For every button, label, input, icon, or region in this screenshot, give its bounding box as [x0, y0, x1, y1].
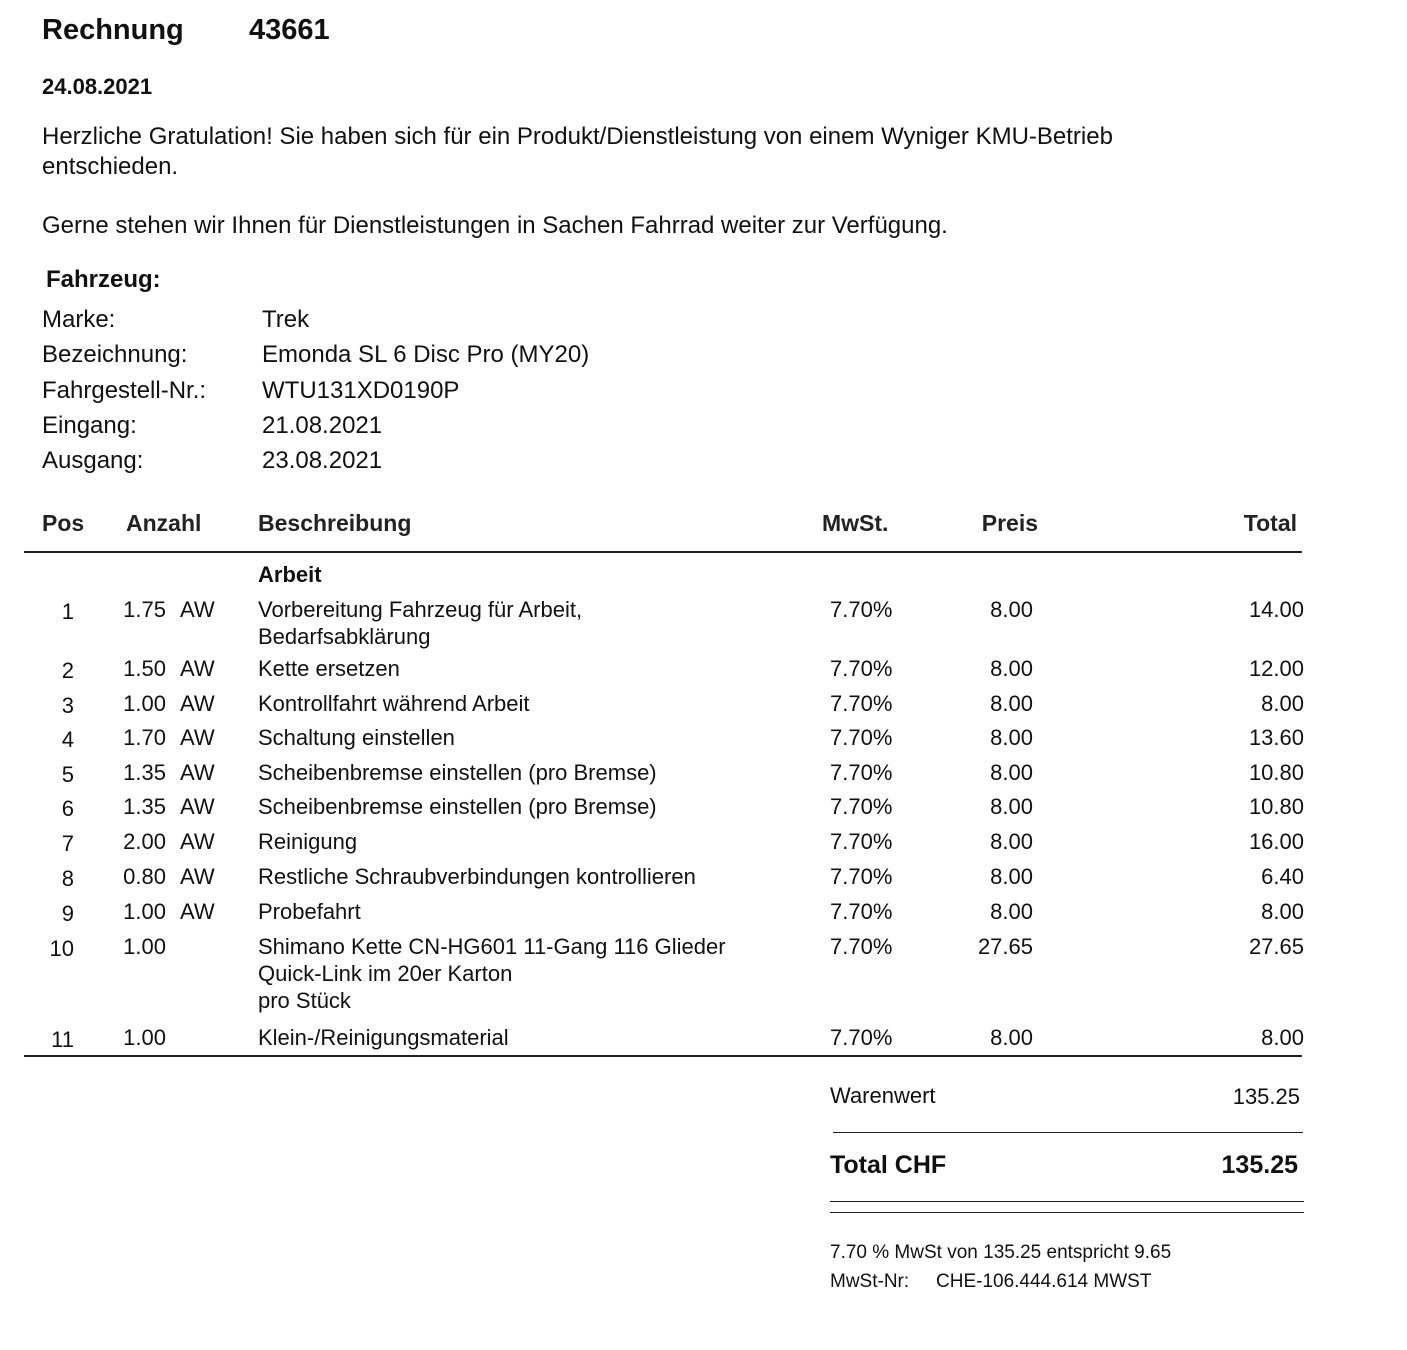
row-unit: AW	[180, 794, 215, 819]
row-unit: AW	[180, 656, 215, 681]
vehicle-label-model: Bezeichnung:	[42, 341, 188, 368]
row-unit: AW	[180, 829, 215, 854]
row-total: 13.60	[1248, 725, 1304, 750]
row-price: 8.00	[990, 760, 1033, 785]
vehicle-label-brand: Marke:	[42, 306, 116, 333]
row-pos: 3	[61, 693, 74, 718]
row-description: Scheibenbremse einstellen (pro Bremse)	[258, 760, 657, 785]
row-pos: 4	[61, 727, 74, 752]
vehicle-value-frame: WTU131XD0190P	[262, 377, 460, 404]
group-label: Arbeit	[258, 562, 322, 587]
row-price: 8.00	[990, 794, 1033, 819]
row-vat: 7.70%	[830, 864, 893, 889]
row-vat: 7.70%	[830, 656, 893, 681]
invoice-date: 24.08.2021	[42, 74, 153, 99]
intro-line-1: Herzliche Gratulation! Sie haben sich für ein Produkt/Dienstleistung von einem Wyniger KMU-Betrieb	[42, 123, 1113, 150]
row-vat: 7.70%	[830, 934, 893, 959]
row-price: 8.00	[990, 899, 1033, 924]
col-header-desc: Beschreibung	[258, 510, 412, 536]
row-price: 8.00	[990, 656, 1033, 681]
row-pos: 2	[61, 658, 74, 683]
row-qty: 1.35	[123, 760, 166, 785]
row-pos: 5	[61, 762, 74, 787]
row-unit: AW	[180, 597, 215, 622]
row-description: Shimano Kette CN-HG601 11-Gang 116 Glieder	[258, 934, 726, 959]
row-total: 10.80	[1248, 760, 1304, 785]
vehicle-heading: Fahrzeug:	[46, 266, 161, 293]
row-total: 12.00	[1248, 656, 1304, 681]
subtotal-value: 135.25	[1232, 1084, 1300, 1109]
invoice-number: 43661	[249, 14, 330, 46]
vat-note: 7.70 % MwSt von 135.25 entspricht 9.65	[830, 1242, 1172, 1263]
grand-total-value: 135.25	[1221, 1151, 1298, 1179]
row-price: 8.00	[990, 725, 1033, 750]
row-price: 8.00	[990, 864, 1033, 889]
row-pos: 1	[61, 599, 74, 624]
row-pos: 11	[51, 1027, 74, 1052]
row-total: 8.00	[1261, 691, 1304, 716]
row-qty: 1.00	[123, 691, 166, 716]
row-description: Bedarfsabklärung	[258, 624, 431, 649]
header-divider	[24, 551, 1302, 553]
row-unit: AW	[180, 760, 215, 785]
intro-line-2: entschieden.	[42, 153, 179, 180]
row-price: 8.00	[990, 691, 1033, 716]
vehicle-value-brand: Trek	[262, 306, 310, 333]
row-qty: 1.00	[123, 1025, 166, 1050]
vehicle-label-in: Eingang:	[42, 412, 137, 439]
row-total: 16.00	[1248, 829, 1304, 854]
col-header-total: Total	[1243, 510, 1297, 536]
vat-number-label: MwSt-Nr:	[830, 1271, 910, 1292]
col-header-qty: Anzahl	[126, 510, 202, 536]
vehicle-value-out: 23.08.2021	[262, 447, 383, 474]
table-bottom-divider	[24, 1055, 1302, 1057]
row-vat: 7.70%	[830, 760, 893, 785]
vehicle-value-model: Emonda SL 6 Disc Pro (MY20)	[262, 341, 590, 368]
row-qty: 1.70	[123, 725, 166, 750]
row-total: 14.00	[1248, 597, 1304, 622]
total-double-rule-top	[830, 1201, 1304, 1202]
row-price: 8.00	[990, 829, 1033, 854]
row-price: 8.00	[990, 1025, 1033, 1050]
row-qty: 0.80	[123, 864, 166, 889]
row-vat: 7.70%	[830, 691, 893, 716]
row-total: 8.00	[1261, 1025, 1304, 1050]
vat-number-value: CHE-106.444.614 MWST	[936, 1271, 1152, 1292]
row-unit: AW	[180, 725, 215, 750]
row-qty: 2.00	[123, 829, 166, 854]
row-total: 8.00	[1261, 899, 1304, 924]
row-description: pro Stück	[258, 988, 351, 1013]
row-vat: 7.70%	[830, 829, 893, 854]
row-vat: 7.70%	[830, 899, 893, 924]
row-pos: 7	[61, 831, 74, 856]
row-total: 6.40	[1261, 864, 1304, 889]
row-qty: 1.00	[123, 899, 166, 924]
total-double-rule-bottom	[830, 1212, 1304, 1213]
row-description: Klein-/Reinigungsmaterial	[258, 1025, 509, 1050]
row-description: Reinigung	[258, 829, 358, 854]
row-pos: 8	[61, 866, 74, 891]
row-description: Kontrollfahrt während Arbeit	[258, 691, 530, 716]
row-vat: 7.70%	[830, 725, 893, 750]
vehicle-label-frame: Fahrgestell-Nr.:	[42, 377, 207, 404]
row-unit: AW	[180, 899, 215, 924]
row-pos: 10	[49, 936, 74, 961]
col-header-price: Preis	[981, 510, 1038, 536]
row-qty: 1.75	[123, 597, 166, 622]
row-price: 27.65	[977, 934, 1033, 959]
row-total: 10.80	[1248, 794, 1304, 819]
row-price: 8.00	[990, 597, 1033, 622]
row-vat: 7.70%	[830, 794, 893, 819]
row-unit: AW	[180, 864, 215, 889]
row-qty: 1.50	[123, 656, 166, 681]
row-qty: 1.00	[123, 934, 166, 959]
row-qty: 1.35	[123, 794, 166, 819]
row-pos: 9	[61, 901, 74, 926]
row-description: Quick-Link im 20er Karton	[258, 961, 513, 986]
subtotal-divider	[833, 1132, 1303, 1133]
row-description: Scheibenbremse einstellen (pro Bremse)	[258, 794, 657, 819]
row-description: Restliche Schraubverbindungen kontrollieren	[258, 864, 696, 889]
row-description: Vorbereitung Fahrzeug für Arbeit,	[258, 597, 583, 622]
subtotal-label: Warenwert	[830, 1083, 936, 1108]
row-total: 27.65	[1248, 934, 1304, 959]
intro-line-3: Gerne stehen wir Ihnen für Dienstleistungen in Sachen Fahrrad weiter zur Verfügung.	[42, 212, 948, 239]
col-header-pos: Pos	[42, 510, 85, 536]
grand-total-label: Total CHF	[830, 1151, 947, 1179]
col-header-vat: MwSt.	[822, 510, 889, 536]
invoice-label: Rechnung	[42, 14, 184, 46]
vehicle-value-in: 21.08.2021	[262, 412, 383, 439]
row-description: Schaltung einstellen	[258, 725, 455, 750]
row-pos: 6	[61, 796, 74, 821]
row-unit: AW	[180, 691, 215, 716]
row-description: Probefahrt	[258, 899, 361, 924]
row-vat: 7.70%	[830, 597, 893, 622]
row-description: Kette ersetzen	[258, 656, 400, 681]
row-vat: 7.70%	[830, 1025, 893, 1050]
vehicle-label-out: Ausgang:	[42, 447, 144, 474]
